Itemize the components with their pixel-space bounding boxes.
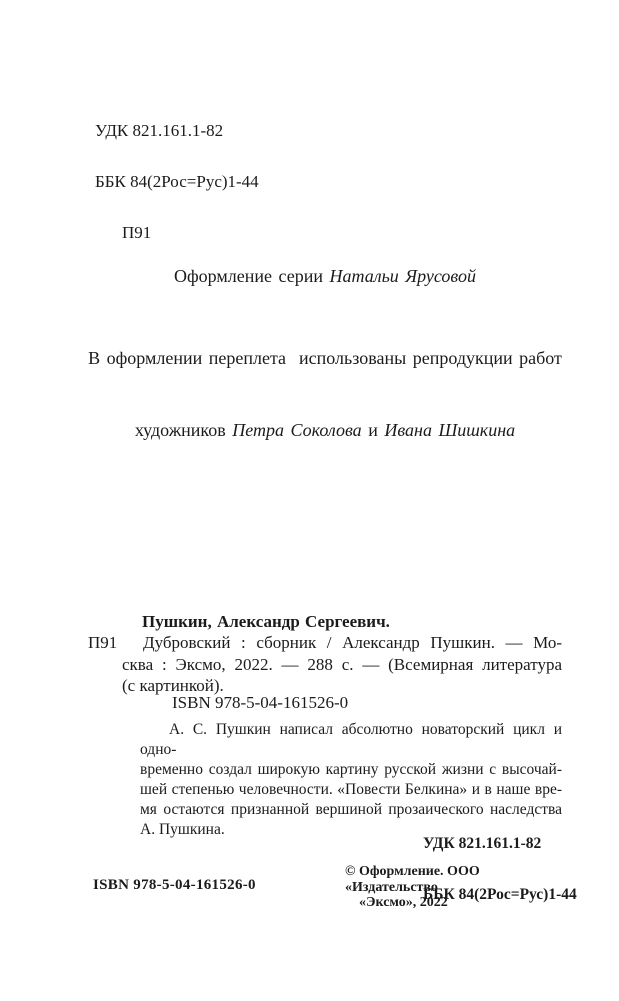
annotation-line: временно создал широкую картину русской жизни с высочай- bbox=[140, 761, 562, 778]
series-design-credits bbox=[70, 216, 580, 490]
footer-isbn: ISBN 978-5-04-161526-0 bbox=[93, 877, 256, 893]
artists-conjunction: и bbox=[361, 420, 385, 440]
catalog-author-code: П91 bbox=[88, 633, 118, 652]
bbk-code-bottom: ББК 84(2Рос=Рус)1-44 bbox=[423, 886, 577, 903]
udk-code-bottom: УДК 821.161.1-82 bbox=[423, 835, 542, 852]
catalog-description-line: (с картинкой). bbox=[122, 676, 224, 695]
artists-credit-line bbox=[70, 418, 580, 442]
annotation-line: мя остаются признанной вершиной прозаического наследства bbox=[140, 801, 562, 818]
author-code: П91 bbox=[122, 223, 152, 242]
annotation-line: шей степенью человечности. «Повести Белкина» и в наше вре- bbox=[140, 781, 562, 798]
series-designer-line bbox=[70, 264, 580, 288]
copyright-line: © Оформление. ООО «Издательство bbox=[345, 864, 480, 895]
catalog-description-line: сква : Эксмо, 2022. — 288 с. — (Всемирная литература bbox=[122, 654, 562, 674]
artist-name-sokolov: Петра Соколова bbox=[232, 420, 362, 440]
catalog-author: Пушкин, Александр Сергеевич. bbox=[142, 612, 390, 631]
series-designer-label: Оформление серии bbox=[174, 266, 330, 286]
catalog-description-line: Дубровский : сборник / Александр Пушкин. — Мо- bbox=[143, 633, 562, 652]
cover-credit-line: В оформлении переплета использованы репродукции работ bbox=[88, 348, 562, 368]
copyright-line: «Эксмо», 2022 bbox=[359, 895, 448, 910]
series-designer-name: Натальи Ярусовой bbox=[329, 266, 476, 286]
annotation-line: А. С. Пушкин написал абсолютно новаторский цикл и одно- bbox=[140, 721, 562, 758]
artists-label: художников bbox=[134, 420, 233, 440]
annotation-line: А. Пушкина. bbox=[140, 821, 225, 838]
udk-code: УДК 821.161.1-82 bbox=[95, 121, 224, 140]
catalog-description bbox=[122, 632, 562, 697]
artist-name-shishkin: Ивана Шишкина bbox=[384, 420, 516, 440]
copyright-notice bbox=[345, 864, 575, 911]
bbk-code: ББК 84(2Рос=Рус)1-44 bbox=[95, 172, 259, 191]
catalog-isbn: ISBN 978-5-04-161526-0 bbox=[172, 693, 349, 712]
